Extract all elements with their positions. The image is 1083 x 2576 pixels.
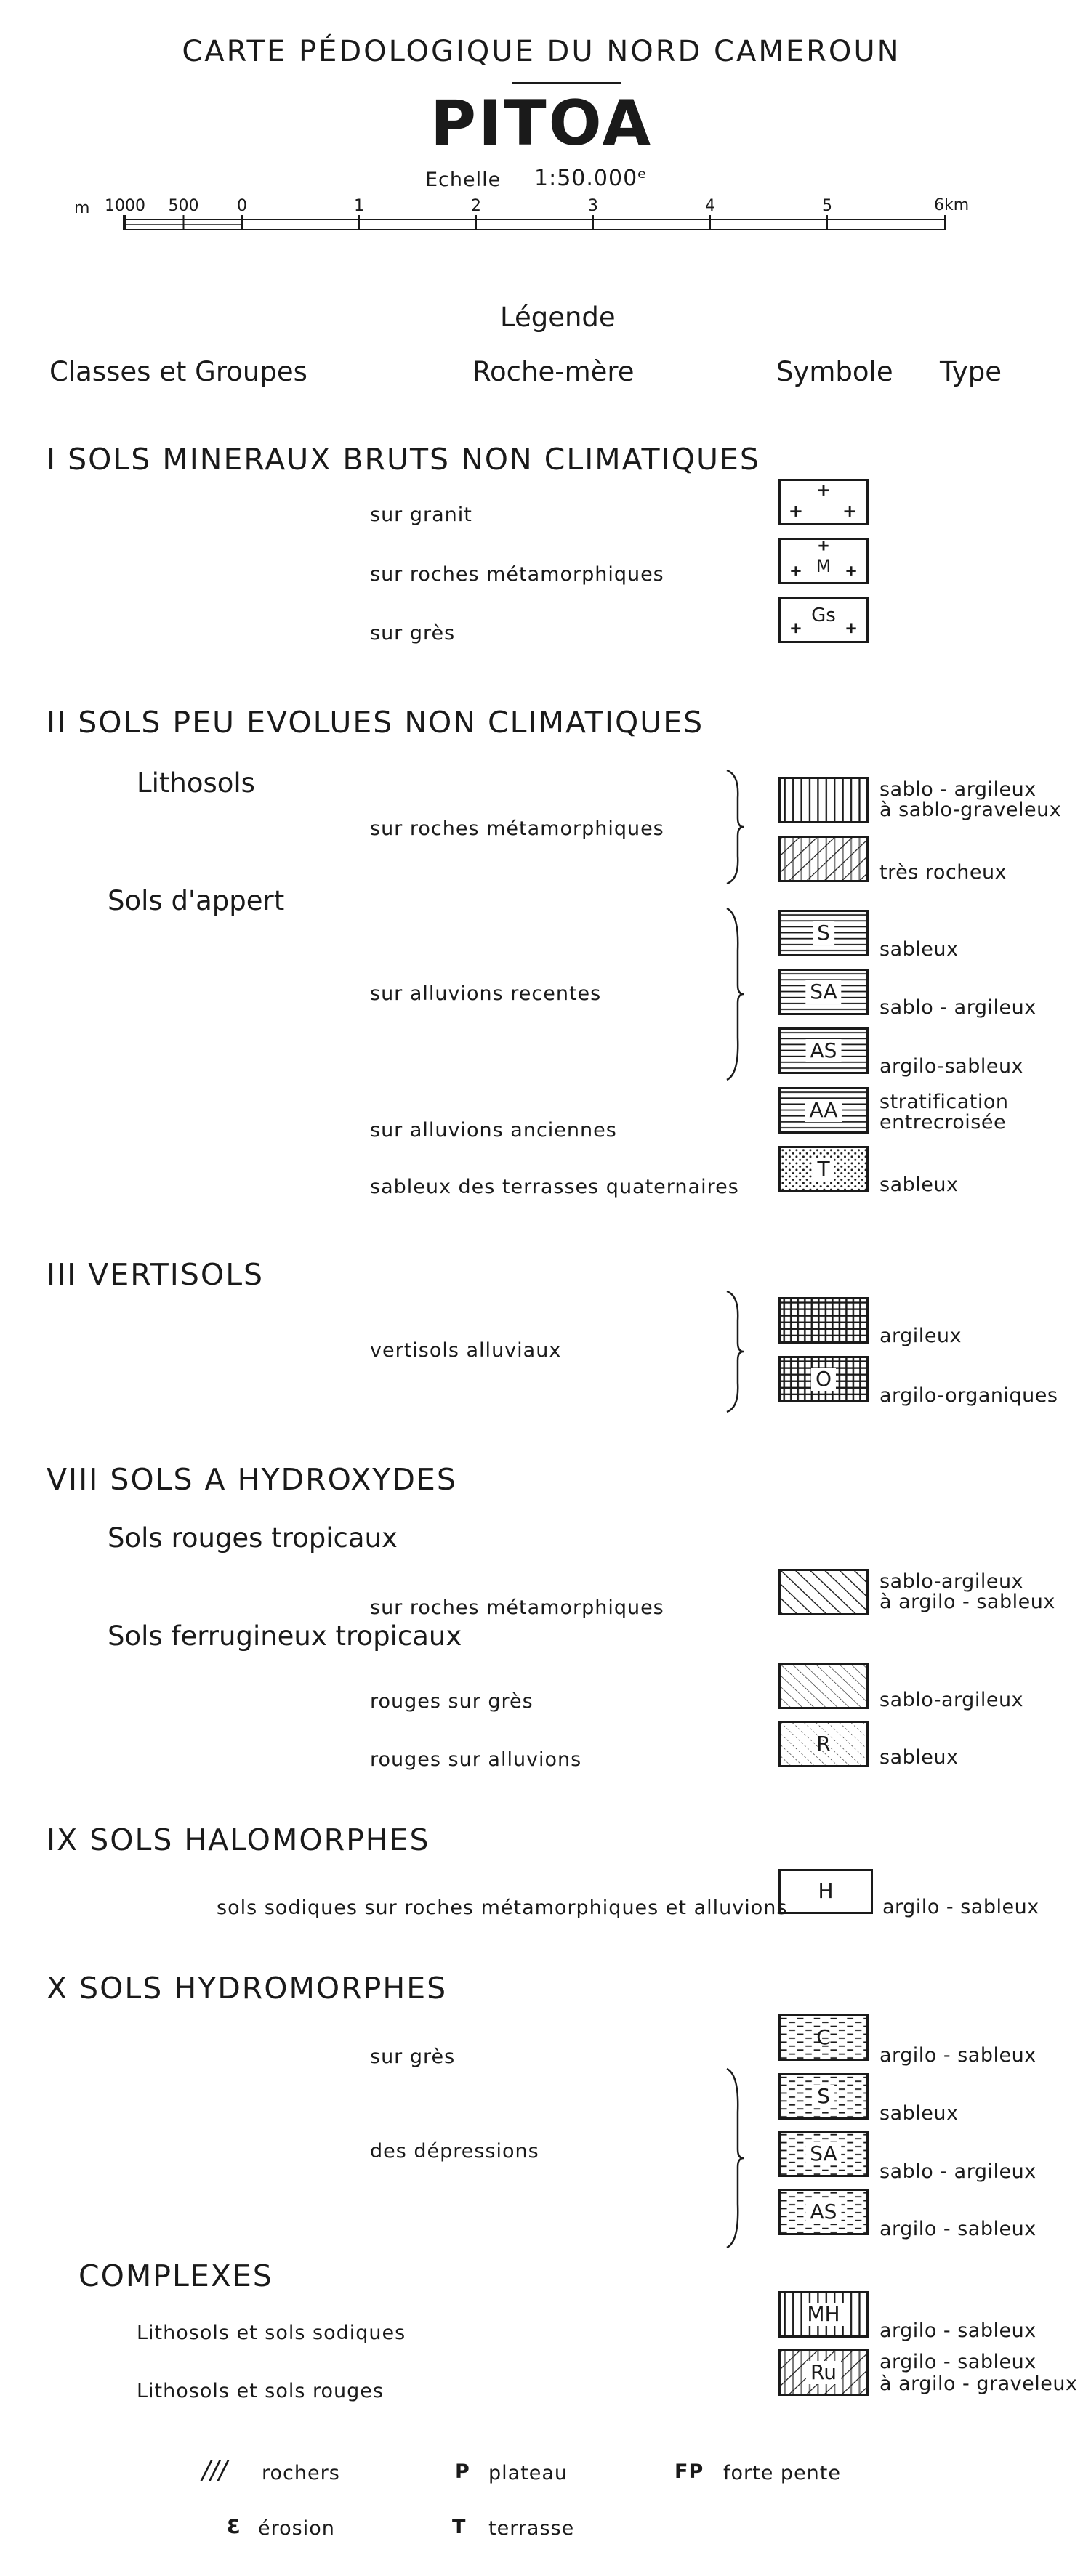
symbol-lithosols-vertical (778, 777, 869, 823)
complex-2-label: Lithosols et sols rouges (137, 2380, 384, 2402)
footer-fp-symbol: FP (675, 2460, 704, 2483)
symbol-complex-mh (778, 2291, 869, 2338)
s2-anciennes-code: AA (805, 1099, 842, 1122)
scale-bar (0, 190, 1083, 234)
s2-alluvions-recentes: sur alluvions recentes (370, 982, 602, 1005)
s1-row1-roche: sur granit (370, 504, 472, 526)
s2-appert-code-1: S (813, 921, 834, 945)
symbol-complex-ru (778, 2349, 869, 2396)
s8-rouges-type-2: à argilo - sableux (879, 1591, 1055, 1613)
complex-1-label: Lithosols et sols sodiques (137, 2322, 406, 2344)
s10-gres-roche: sur grès (370, 2046, 456, 2068)
col-symbole: Symbole (776, 356, 893, 387)
symbol-hydro-s (778, 2073, 869, 2120)
s8-rouges: Sols rouges tropicaux (108, 1522, 398, 1554)
symbol-terrasses (778, 1146, 869, 1192)
s1-row2-roche: sur roches métamorphiques (370, 563, 664, 586)
s1-row3-roche: sur grès (370, 622, 456, 645)
section-9-title: IX SOLS HALOMORPHES (47, 1822, 430, 1857)
s10-dep-code-3: AS (806, 2200, 842, 2224)
symbol-hydro-as (778, 2189, 869, 2235)
s10-dep-type-2: sablo - argileux (879, 2160, 1036, 2183)
section-10-title: X SOLS HYDROMORPHES (47, 1971, 448, 2006)
s2-lith-type-1: sablo - argileux (879, 778, 1036, 801)
s1-row3-code: Gs (811, 605, 836, 627)
symbol-appert-s (778, 910, 869, 956)
brace-depressions (723, 2067, 745, 2249)
s8-fer-code-2: R (816, 1732, 831, 1756)
s2-lith-roche: sur roches métamorphiques (370, 817, 664, 840)
s10-gres-type: argilo - sableux (879, 2044, 1036, 2067)
footer-erosion-label: érosion (258, 2517, 335, 2540)
s8-rouges-type-1: sablo-argileux (879, 1570, 1024, 1593)
legend-title: Légende (500, 302, 616, 333)
scale-tick-label-0: 1000 (105, 197, 145, 215)
footer-terrasse-symbol: T (452, 2516, 467, 2538)
complex-1-type: argilo - sableux (879, 2319, 1036, 2342)
s2-terrasses-code: T (813, 1158, 834, 1181)
s2-appert-code-3: AS (806, 1039, 842, 1062)
s3-roche: vertisols alluviaux (370, 1339, 562, 1362)
symbol-halomorphes (778, 1869, 873, 1914)
complexes-title: COMPLEXES (78, 2258, 273, 2293)
symbol-ferrugineux-gres (778, 1663, 869, 1709)
symbol-hydro-gres (778, 2014, 869, 2061)
s10-dep-code-2: SA (805, 2142, 841, 2165)
s10-dep-type-3: argilo - sableux (879, 2218, 1036, 2240)
scale-tick-label-6: 4 (705, 197, 715, 215)
complex-1-code: MH (802, 2303, 844, 2326)
s2-appert-type-1: sableux (879, 938, 959, 961)
place-name: PITOA (430, 87, 653, 160)
s2-appert: Sols d'appert (108, 885, 285, 916)
s2-appert-type-3: argilo-sableux (879, 1055, 1024, 1078)
s10-dep-type-1: sableux (879, 2102, 959, 2125)
s8-ferrugineux: Sols ferrugineux tropicaux (108, 1620, 462, 1652)
s8-fer-roche-1: rouges sur grès (370, 1690, 534, 1713)
s2-lith-type-3: très rocheux (879, 861, 1007, 884)
brace-alluvions (723, 907, 745, 1081)
s10-dep-code-1: S (813, 2085, 834, 2108)
section-3-title: III VERTISOLS (47, 1257, 265, 1292)
col-type: Type (940, 356, 1002, 387)
footer-plateau-symbol: P (455, 2460, 470, 2483)
s2-terrasses-roche: sableux des terrasses quaternaires (370, 1176, 739, 1198)
col-classes: Classes et Groupes (49, 356, 307, 387)
symbol-alluvions-anciennes (778, 1087, 869, 1134)
s9-code: H (818, 1879, 834, 1903)
symbol-vertisols-argileux (778, 1297, 869, 1344)
s2-anciennes-roche: sur alluvions anciennes (370, 1119, 617, 1142)
s2-appert-code-2: SA (805, 980, 841, 1004)
symbol-granite (778, 479, 869, 525)
footer-rochers-label: rochers (262, 2462, 340, 2484)
brace-lithosols (723, 769, 745, 885)
symbol-hydro-sa (778, 2131, 869, 2177)
symbol-sols-rouges (778, 1569, 869, 1615)
symbol-appert-sa (778, 969, 869, 1015)
scale-tick-label-1: 500 (168, 197, 199, 215)
scale-unit-right: 6km (934, 196, 970, 214)
symbol-lithosols-rocky (778, 836, 869, 882)
s3-code-2: O (811, 1368, 836, 1391)
s2-appert-type-2: sablo - argileux (879, 996, 1036, 1019)
s2-anciennes-type-1: stratification (879, 1091, 1009, 1113)
s8-rouges-roche: sur roches métamorphiques (370, 1596, 664, 1619)
scale-unit-left: m (74, 199, 90, 217)
scale-tick-label-5: 3 (588, 197, 598, 215)
footer-erosion-symbol: Ɛ (227, 2516, 241, 2538)
complex-2-type-2: à argilo - graveleux (879, 2373, 1078, 2395)
symbol-vertisols-organiques (778, 1356, 869, 1402)
symbol-gres-plus (778, 597, 869, 643)
s10-gres-code: C (816, 2025, 831, 2049)
s2-lith-type-2: à sablo-graveleux (879, 799, 1062, 821)
s1-row2-code: M (816, 555, 832, 576)
s9-roche: sols sodiques sur roches métamorphiques et alluvions (217, 1897, 788, 1919)
s8-fer-roche-2: rouges sur alluvions (370, 1748, 582, 1771)
section-1-title: I SOLS MINERAUX BRUTS NON CLIMATIQUES (47, 442, 760, 477)
s3-type-1: argileux (879, 1325, 962, 1347)
s2-terrasses-type: sableux (879, 1174, 959, 1196)
col-roche: Roche-mère (472, 356, 635, 387)
section-8-title: VIII SOLS A HYDROXYDES (47, 1462, 457, 1497)
brace-vertisols (723, 1290, 745, 1413)
map-title: CARTE PÉDOLOGIQUE DU NORD CAMEROUN (182, 35, 901, 68)
complex-2-code: Ru (806, 2361, 841, 2384)
s8-fer-type-2: sableux (879, 1746, 959, 1769)
s9-type: argilo - sableux (882, 1896, 1039, 1918)
symbol-metamorphic-plus (778, 538, 869, 584)
symbol-ferrugineux-alluvions (778, 1721, 869, 1767)
scale-tick-label-3: 1 (354, 197, 364, 215)
scale-tick-label-4: 2 (471, 197, 481, 215)
complex-2-type-1: argilo - sableux (879, 2351, 1036, 2373)
scale-tick-label-7: 5 (822, 197, 832, 215)
symbol-appert-as (778, 1027, 869, 1074)
footer-rochers-symbol: /// (202, 2456, 228, 2485)
footer-plateau-label: plateau (488, 2462, 568, 2484)
scale-ratio: 1:50.000ᵉ (534, 166, 648, 191)
s3-type-2: argilo-organiques (879, 1384, 1058, 1407)
footer-fp-label: forte pente (723, 2462, 841, 2484)
scale-tick-label-2: 0 (237, 197, 247, 215)
scale-label: Echelle (425, 169, 502, 191)
title-rule (512, 82, 621, 84)
s10-depressions-roche: des dépressions (370, 2140, 539, 2163)
s8-fer-type-1: sablo-argileux (879, 1689, 1024, 1711)
footer-terrasse-label: terrasse (488, 2517, 575, 2540)
s2-lithosols: Lithosols (137, 767, 255, 799)
section-2-title: II SOLS PEU EVOLUES NON CLIMATIQUES (47, 705, 704, 740)
s2-anciennes-type-2: entrecroisée (879, 1111, 1007, 1134)
